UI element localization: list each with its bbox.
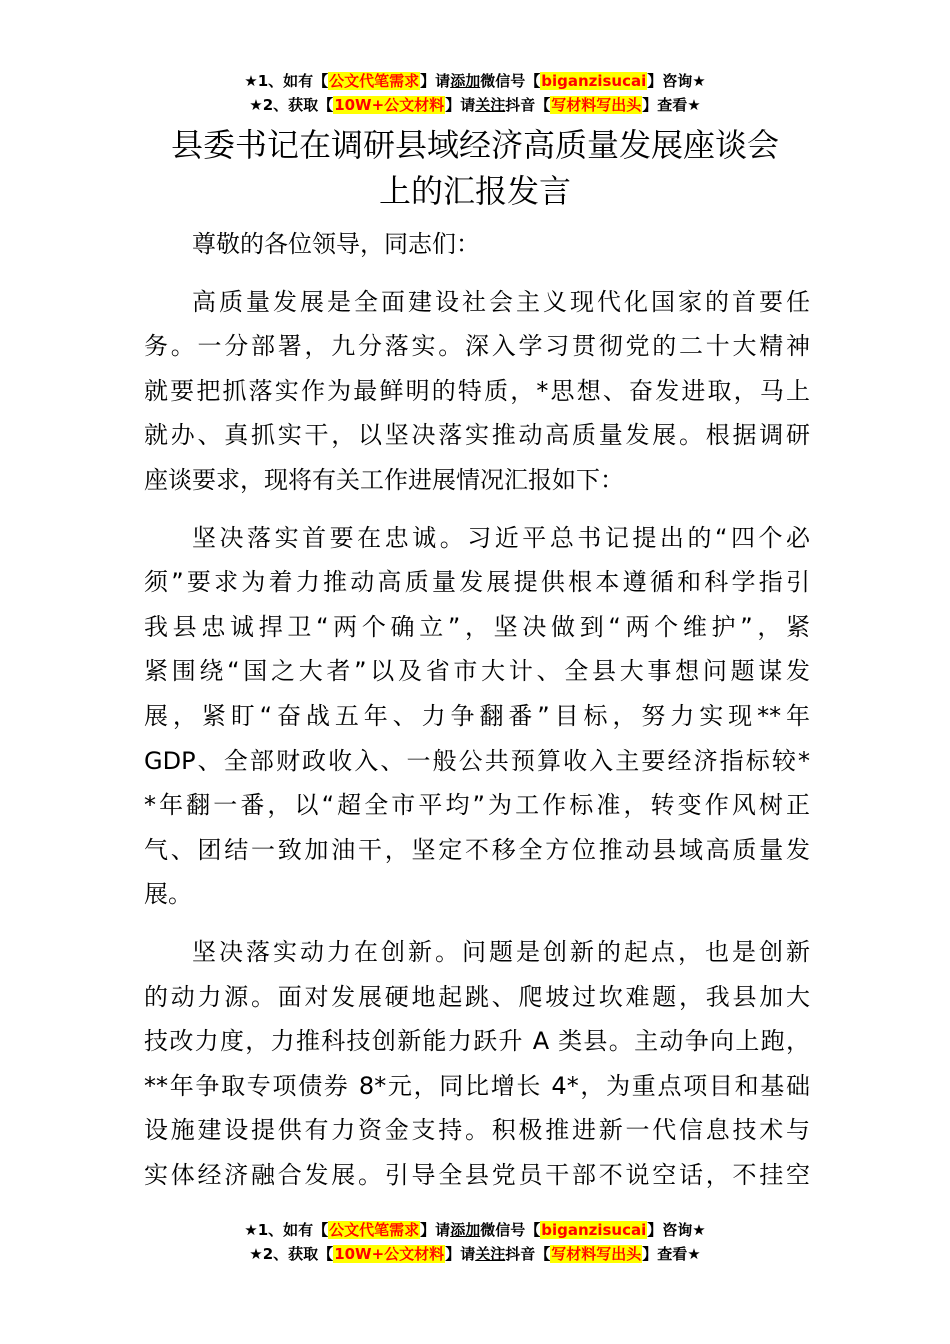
banner-highlight: 写材料写出头	[551, 1245, 642, 1263]
text-line: 我县忠诚捍卫“两个确立”，坚决做到“两个维护”，紧	[144, 612, 810, 641]
text-line: 的动力源。面对发展硬地起跳、爬坡过坎难题，我县加大	[144, 982, 810, 1011]
banner-highlight: biganzisucai	[541, 1221, 647, 1239]
banner-highlight: 10W+公文材料	[334, 96, 445, 114]
text-line: *年翻一番，以“超全市平均”为工作标准，转变作风树正	[144, 791, 810, 820]
footer-banner	[0, 1218, 950, 1266]
text-line: 就要把抓落实作为最鲜明的特质，*思想、奋发进取，马上	[144, 376, 810, 405]
banner-highlight: biganzisucai	[541, 72, 647, 90]
banner-highlight: 写材料写出头	[551, 96, 642, 114]
banner-line-2: ★2、获取【10W+公文材料】请关注抖音【写材料写出头】查看★	[249, 1245, 701, 1263]
text-line: 气、团结一致加油干，坚定不移全方位推动县域高质量发	[144, 835, 810, 864]
banner-highlight: 10W+公文材料	[334, 1245, 445, 1263]
banner-line-2: ★2、获取【10W+公文材料】请关注抖音【写材料写出头】查看★	[249, 96, 701, 114]
title-line-1: 县委书记在调研县域经济高质量发展座谈会	[170, 126, 779, 164]
text-line: 就办、真抓实干，以坚决落实推动高质量发展。根据调研	[144, 421, 810, 450]
text-line: 展。	[144, 880, 192, 909]
document-title	[0, 122, 950, 214]
header-banner	[0, 69, 950, 117]
text-line: 务。一分部署，九分落实。深入学习贯彻党的二十大精神	[144, 332, 810, 361]
banner-highlight: 公文代笔需求	[329, 1221, 420, 1239]
salutation: 尊敬的各位领导，同志们：	[192, 230, 480, 258]
banner-line-1: ★1、如有【公文代笔需求】请添加微信号【biganzisucai】咨询★	[244, 1221, 706, 1239]
document-body	[144, 222, 810, 1197]
paragraph-1	[144, 280, 810, 503]
text-line: 坚决落实动力在创新。问题是创新的起点，也是创新	[192, 937, 810, 966]
text-line: 展，紧盯“奋战五年、力争翻番”目标，努力实现**年	[144, 701, 810, 730]
paragraph-2	[144, 516, 810, 917]
text-line: 须”要求为着力推动高质量发展提供根本遵循和科学指引	[144, 568, 810, 597]
text-line: 坚决落实首要在忠诚。习近平总书记提出的“四个必	[192, 523, 810, 552]
text-line: 座谈要求，现将有关工作进展情况汇报如下：	[144, 465, 624, 494]
text-line: **年争取专项债券 8*元，同比增长 4*，为重点项目和基础	[144, 1071, 810, 1100]
banner-line-1: ★1、如有【公文代笔需求】请添加微信号【biganzisucai】咨询★	[244, 72, 706, 90]
text-line: 紧围绕“国之大者”以及省市大计、全县大事想问题谋发	[144, 657, 810, 686]
title-line-2: 上的汇报发言	[378, 172, 571, 210]
text-line: GDP、全部财政收入、一般公共预算收入主要经济指标较*	[144, 746, 810, 775]
paragraph-3	[144, 930, 810, 1198]
text-line: 高质量发展是全面建设社会主义现代化国家的首要任	[192, 287, 810, 316]
text-line: 技改力度，力推科技创新能力跃升 A 类县。主动争向上跑，	[144, 1027, 810, 1056]
text-line: 实体经济融合发展。引导全县党员干部不说空话，不挂空	[144, 1160, 810, 1189]
banner-highlight: 公文代笔需求	[329, 72, 420, 90]
text-line: 设施建设提供有力资金支持。积极推进新一代信息技术与	[144, 1116, 810, 1145]
